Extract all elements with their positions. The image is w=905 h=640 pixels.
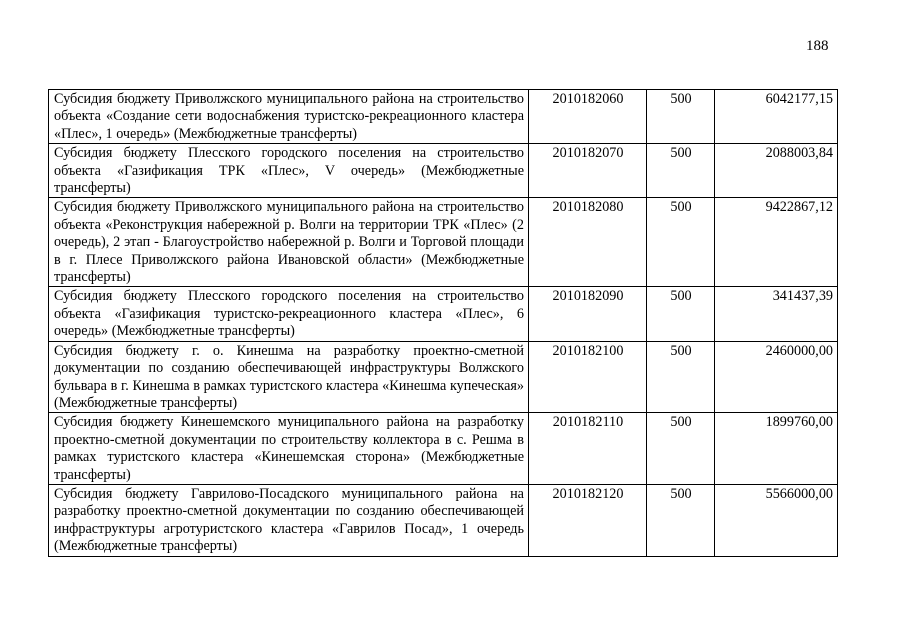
row-amount: 9422867,12 [715, 198, 838, 287]
row-expense-type: 500 [647, 341, 715, 413]
table-row [49, 484, 838, 556]
row-code: 2010182110 [529, 413, 647, 485]
row-code: 2010182070 [529, 144, 647, 198]
row-code: 2010182080 [529, 198, 647, 287]
table-row [49, 144, 838, 198]
row-code: 2010182090 [529, 287, 647, 341]
table-row [49, 287, 838, 341]
row-description: Субсидия бюджету Приволжского муниципального района на строительство объекта «Создание сети водоснабжения туристско-рекреационного кластера «Плес», 1 очередь» (Межбюджетные трансферты) [49, 90, 529, 144]
budget-table [48, 89, 838, 557]
row-description: Субсидия бюджету Кинешемского муниципального района на разработку проектно-сметной документации по строительству коллектора в с. Решма в рамках туристского кластера «Кинешемская сторона» (Межбюджетные трансферты) [49, 413, 529, 485]
row-description: Субсидия бюджету Плесского городского поселения на строительство объекта «Газификация туристско-рекреационного кластера «Плес», 6 очередь» (Межбюджетные трансферты) [49, 287, 529, 341]
table-row [49, 198, 838, 287]
row-amount: 2460000,00 [715, 341, 838, 413]
row-code: 2010182100 [529, 341, 647, 413]
row-description: Субсидия бюджету г. о. Кинешма на разработку проектно-сметной документации по созданию обеспечивающей инфраструктуры Волжского бульвара в г. Кинешма в рамках туристского кластера «Кинешма купеческая» (Межбюджетные трансферты) [49, 341, 529, 413]
row-description: Субсидия бюджету Приволжского муниципального района на строительство объекта «Реконструкция набережной р. Волги на территории ТРК «Плес» (2 очередь), 2 этап - Благоустройство набережной р. Волги и Торговой площади в г. Плесе Приволжского района Ивановской области» (Межбюджетные трансферты) [49, 198, 529, 287]
row-code: 2010182060 [529, 90, 647, 144]
page-number: 188 [806, 38, 829, 54]
table-row [49, 341, 838, 413]
row-amount: 6042177,15 [715, 90, 838, 144]
table-row [49, 90, 838, 144]
row-expense-type: 500 [647, 198, 715, 287]
row-amount: 2088003,84 [715, 144, 838, 198]
row-expense-type: 500 [647, 144, 715, 198]
row-amount: 5566000,00 [715, 484, 838, 556]
row-description: Субсидия бюджету Гаврилово-Посадского муниципального района на разработку проектно-сметной документации по созданию обеспечивающей инфраструктуры агротуристского кластера «Гаврилов Посад», 1 очередь (Межбюджетные трансферты) [49, 484, 529, 556]
row-amount: 1899760,00 [715, 413, 838, 485]
table-row [49, 413, 838, 485]
row-description: Субсидия бюджету Плесского городского поселения на строительство объекта «Газификация ТРК «Плес», V очередь» (Межбюджетные трансферты) [49, 144, 529, 198]
row-expense-type: 500 [647, 413, 715, 485]
row-expense-type: 500 [647, 90, 715, 144]
row-amount: 341437,39 [715, 287, 838, 341]
row-expense-type: 500 [647, 287, 715, 341]
row-expense-type: 500 [647, 484, 715, 556]
row-code: 2010182120 [529, 484, 647, 556]
